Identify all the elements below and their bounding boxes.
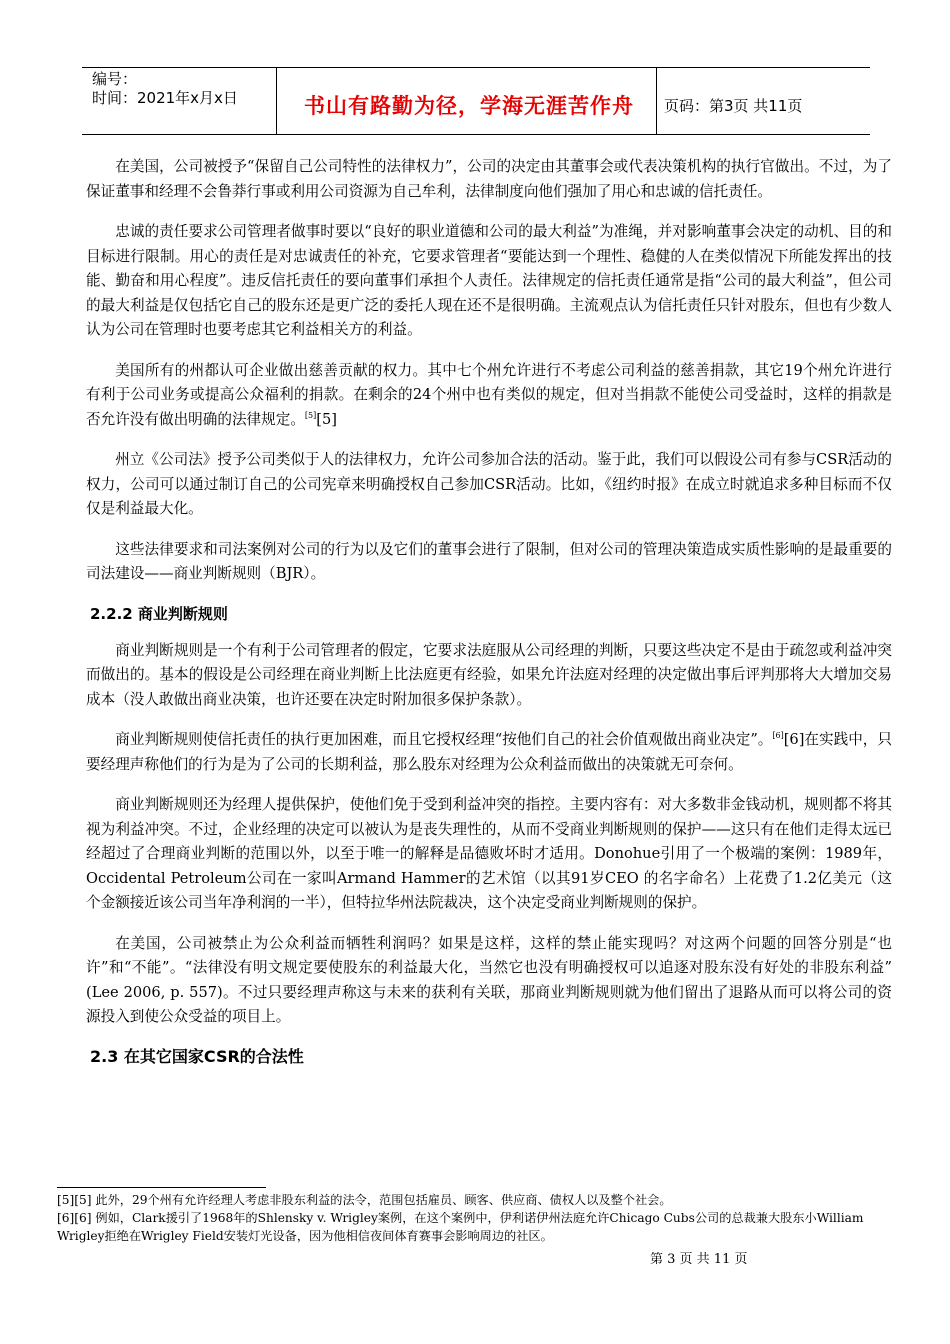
paragraph-8: 商业判断规则还为经理人提供保护，使他们免于受到利益冲突的指控。主要内容有：对大多数非金钱动机，规则都不将其视为利益冲突。不过，企业经理的决定可以被认为是丧失理性的，从而不受商业判断规则的保护——这只有在他们走得太远已经超过了合理商业判断的范围以外，以至于唯一的解释是品德败坏时才适用。Donohue引用了一个极端的案例：1989年，Occidental Petroleum公司在一家叫Armand Hammer的艺术馆（以其91岁CEO 的名字命名）上花费了1.2亿美元（这个金额接近该公司当年净利润的一半），但特拉华州法院裁决，这个决定受商业判断规则的保护。 (86, 796, 892, 911)
footnotes (57, 1191, 897, 1245)
header-divider-left (276, 67, 277, 135)
paragraph-5: 这些法律要求和司法案例对公司的行为以及它们的董事会进行了限制，但对公司的管理决策造成实质性影响的是最重要的司法建设——商业判断规则（BJR）。 (86, 540, 892, 582)
footnote-ref-6[interactable]: [6] (772, 731, 784, 741)
footnote-ref-5[interactable]: [5] (304, 410, 317, 420)
doc-number-label: 编号： (92, 70, 138, 88)
header-divider-right (656, 67, 657, 135)
paragraph-6: 商业判断规则是一个有利于公司管理者的假定，它要求法庭服从公司经理的判断，只要这些决定不是由于疏忽或利益冲突而做出的。基本的假设是公司经理在商业判断上比法庭更有经验，如果允许法庭对经理的决定做出事后评判那将大大增加交易成本（没人敢做出商业决策，也许还要在决定时附加很多保护条款）。 (86, 641, 892, 708)
header-page-label: 页码：第3页 共11页 (664, 97, 803, 115)
footnote-6: [6][6] 例如，Clark援引了1968年的Shlensky v. Wrigley案例，在这个案例中，伊利诺伊州法庭允许Chicago Cubs公司的总裁兼大股东小William Wrigley拒绝在Wrigley Field安装灯光设备，因为他相信夜间体育赛事会影响周边的社区。 (57, 1211, 864, 1243)
header-motto: 书山有路勤为径，学海无涯苦作舟 (304, 94, 634, 118)
document-body (86, 155, 892, 1082)
paragraph-7 (86, 728, 892, 777)
page-footer: 第 3 页 共 11 页 (650, 1252, 748, 1267)
section-heading-2-3: 2.3 在其它国家CSR的合法性 (90, 1046, 304, 1066)
paragraph-3 (86, 359, 892, 433)
section-heading-2-2-2: 2.2.2 商业判断规则 (90, 604, 228, 623)
footnote-separator (57, 1187, 266, 1188)
header-meta (92, 70, 238, 108)
footnote-5: [5][5] 此外，29个州有允许经理人考虑非股东利益的法令，范围包括雇员、顾客、供应商、债权人以及整个社会。 (57, 1193, 672, 1207)
footnote-ref-5-inline: [5] (316, 410, 337, 428)
paragraph-3-text: 美国所有的州都认可企业做出慈善贡献的权力。其中七个州允许进行不考虑公司利益的慈善捐款，其它19个州允许进行有利于公司业务或提高公众福利的捐款。在剩余的24个州中也有类似的规定，但对当捐款不能使公司受益时，这样的捐款是否允许没有做出明确的法律规定。 (86, 361, 892, 428)
header-bottom-rule (82, 134, 870, 135)
doc-date-label: 时间：2021年x月x日 (92, 89, 238, 107)
paragraph-2: 忠诚的责任要求公司管理者做事时要以“良好的职业道德和公司的最大利益”为准绳，并对影响董事会决定的动机、目的和目标进行限制。用心的责任是对忠诚责任的补充，它要求管理者“要能达到一个理性、稳健的人在类似情况下所能发挥出的技能、勤奋和用心程度”。违反信托责任的要向董事们承担个人责任。法律规定的信托责任通常是指“公司的最大利益”，但公司的最大利益是仅包括它自己的股东还是更广泛的委托人现在还不是很明确。主流观点认为信托责任只针对股东，但也有少数人认为公司在管理时也要考虑其它利益相关方的利益。 (86, 223, 892, 338)
paragraph-9: 在美国，公司被禁止为公众利益而牺牲利润吗？如果是这样，这样的禁止能实现吗？对这两个问题的回答分别是“也许”和“不能”。“法律没有明文规定要使股东的利益最大化，当然它也没有明确授权可以追逐对股东没有好处的非股东利益” (Lee 2006, p. 557)。不过只要经理声称这与未来的获利有关联，那商业判断规则就为他们留出了退路从而可以将公司的资源投入到使公众受益的项目上。 (86, 934, 892, 1025)
header-top-rule (82, 67, 870, 68)
paragraph-4: 州立《公司法》授予公司类似于人的法律权力，允许公司参加合法的活动。鉴于此，我们可以假设公司有参与CSR活动的权力，公司可以通过制订自己的公司宪章来明确授权自己参加CSR活动。比如，《纽约时报》在成立时就追求多种目标而不仅仅是利益最大化。 (86, 451, 892, 517)
paragraph-7-continued: [6]在实践中，只要经理声称他们的行为是为了公司的长期利益，那么股东对经理为公众利益而做出的决策就无可奈何。 (86, 731, 892, 773)
paragraph-1: 在美国，公司被授予“保留自己公司特性的法律权力”，公司的决定由其董事会或代表决策机构的执行官做出。不过，为了保证董事和经理不会鲁莽行事或利用公司资源为自己牟利，法律制度向他们强加了用心和忠诚的信托责任。 (86, 158, 892, 200)
paragraph-7-text: 商业判断规则使信托责任的执行更加困难，而且它授权经理“按他们自己的社会价值观做出商业决定”。 (115, 731, 773, 748)
